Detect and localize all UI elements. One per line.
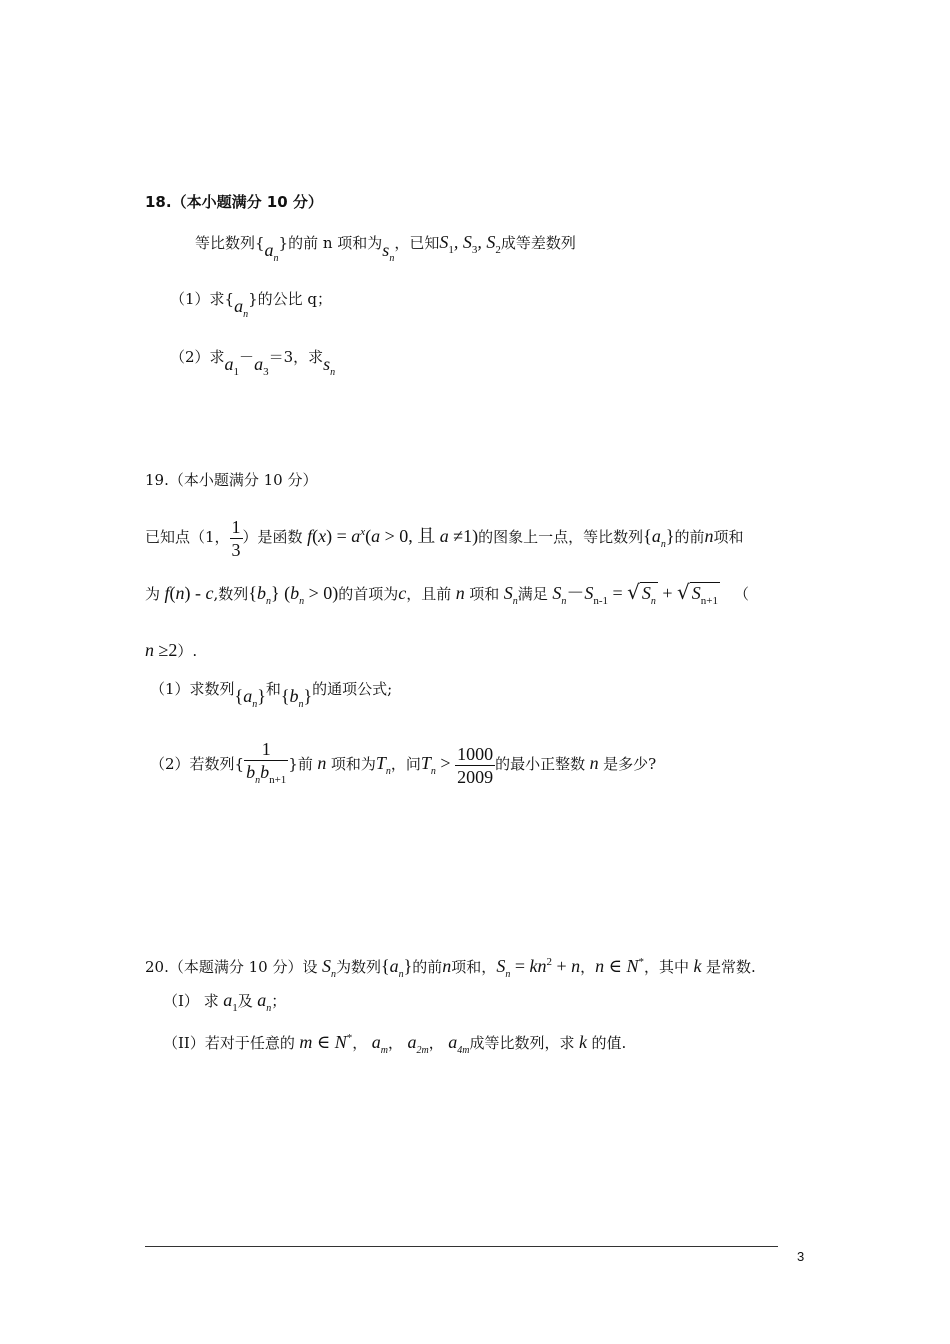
q18-title: 18.（本小题满分 10 分） bbox=[145, 193, 323, 211]
q19-title: 19.（本小题满分 10 分） bbox=[145, 471, 318, 489]
q19-line2: 为 f(n) - c,数列$\{b_n\} (b_n > 0)$的首项为c，且前 n 项和 $S_n$满足 $S_n-S_{n-1}$ = √ $S_n$ + √ $S_{n+1}$ （ bbox=[145, 582, 749, 612]
q19-part1: （1）求数列$\{a_n\}$和$\{b_n\}$的通项公式; bbox=[150, 680, 393, 710]
page-number: 3 bbox=[797, 1249, 805, 1264]
q18-stem: 等比数列$\{a_n\}$的前 n 项和为$s_n$，已知$S_1$, $S_3$, $S_2$成等差数列 bbox=[195, 232, 576, 264]
q19-part2: （2）若数列{ $\frac{1}{b_nb_{n+1}}$ }前 n 项和为$T_n$，问$T_n$ > $\frac{1000}{2009}$ 的最小正整数 n 是多少? bbox=[150, 739, 657, 787]
q20-line1: 20.（本题满分 10 分）设 $S_n$为数列$\{a_n\}$的前n项和，$S_n = kn^2 + n$，n ∈ N*，其中 k 是常数. bbox=[145, 956, 756, 980]
q20-part1: （I） 求 $a_1$及 $a_n$； bbox=[163, 990, 287, 1014]
q20-part2: （II）若对于任意的 m ∈ N*， $a_m$， $a_{2m}$， $a_{4m}$成等比数列，求 k 的值. bbox=[163, 1032, 627, 1056]
q18-part1: （1）求$\{a_n\}$的公比 q； bbox=[170, 290, 333, 320]
q18-part2: （2）求$a_1-a_3=3$，求$s_n$ bbox=[170, 348, 336, 378]
q19-line3: n ≥2）. bbox=[145, 640, 198, 660]
footer-rule bbox=[145, 1246, 778, 1247]
q19-line1: 已知点（1， $\frac{1}{3}$ ）是函数 $f(x) = a^x(a > 0$, 且 a ≠1)的图象上一点，等比数列$\{a_n\}$的前n项和 bbox=[145, 516, 744, 560]
